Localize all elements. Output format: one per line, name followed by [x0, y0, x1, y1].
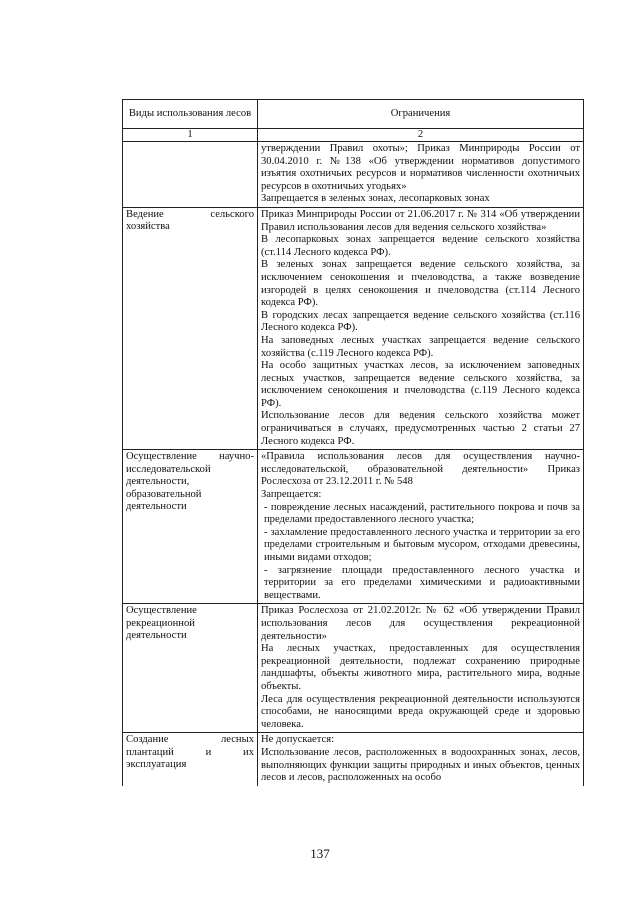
- restriction-paragraph: В зеленых зонах запрещается ведение сельского хозяйства, за исключением сенокошения и пчеловодства, а также возведение изгородей в целях сенокошения и пчеловодства (ст.114 Лесного кодекса РФ).: [261, 259, 580, 309]
- numbering-col1: 1: [123, 129, 258, 141]
- forest-use-type: Осуществление научно-исследовательской деятельности, образовательной деятельности: [123, 450, 258, 603]
- restriction-paragraph: - загрязнение площади предоставленного лесного участка и территории за его пределами химическими и радиоактивными веществами.: [264, 564, 580, 601]
- restriction-paragraph: Запрещается в зеленых зонах, лесопарковых зонах: [261, 193, 490, 205]
- table-row: [123, 142, 583, 208]
- restriction-paragraph: Не допускается:: [261, 734, 335, 746]
- restriction-paragraph: утверждении Правил охоты»; Приказ Минприроды России от 30.04.2010 г. №138 «Об утверждении нормативов допустимого изъятия охотничьих ресурсов и нормативов численности охотничьих ресурсов в охотничьих угодьях»: [261, 143, 580, 192]
- table-header-row: [123, 100, 583, 129]
- restriction-paragraph: Запрещается:: [261, 489, 322, 501]
- restriction-paragraph: Приказ Рослесхоза от 21.02.2012г. № 62 «Об утверждении Правил использования лесов для осуществления рекреационной деятельности»: [261, 605, 580, 642]
- restriction-paragraph: Использование лесов для ведения сельского хозяйства может ограничиваться в случаях, предусмотренных частью 2 статьи 27 Лесного кодекса РФ.: [261, 410, 580, 447]
- header-col-forest-use: Виды использования лесов: [123, 100, 258, 128]
- restriction-paragraph: На особо защитных участках лесов, за исключением заповедных лесных участков, запрещается ведение сельского хозяйства, за исключением сенокошения и пчеловодства (с.119 Лесного кодекса РФ).: [261, 360, 580, 409]
- header-col-restrictions: Ограничения: [390, 107, 451, 119]
- restriction-paragraph: «Правила использования лесов для осуществления научно-исследовательской, образовательной деятельности» Приказ Рослесхоза от 23.12.2011 г. № 548: [261, 451, 580, 488]
- forest-use-type: Ведение сельского хозяйства: [123, 208, 258, 449]
- page-number: 137: [310, 846, 330, 861]
- restriction-text: [258, 142, 583, 207]
- restriction-paragraph: В лесопарковых зонах запрещается ведение сельского хозяйства (ст.114 Лесного кодекса РФ).: [261, 234, 580, 258]
- restriction-paragraph: В городских лесах запрещается ведение сельского хозяйства (ст.116 Лесного кодекса РФ).: [261, 309, 580, 334]
- restriction-text: [258, 733, 583, 785]
- restriction-paragraph: - повреждение лесных насаждений, растительного покрова и почв за пределами предоставленного лесного участка;: [264, 501, 580, 526]
- numbering-col2: 2: [417, 129, 424, 140]
- table-row: [123, 604, 583, 733]
- table-numbering-row: [123, 129, 583, 142]
- restrictions-table: [122, 99, 584, 786]
- restriction-paragraph: - захламление предоставленного лесного участка и территории за его пределами строительным и бытовым мусором, отходами древесины, иными видами отходов;: [264, 526, 580, 563]
- table-body: [123, 142, 583, 786]
- restriction-text: [258, 604, 583, 732]
- forest-use-type: Осуществление рекреационной деятельности: [123, 604, 258, 732]
- forest-use-type: [123, 142, 258, 207]
- restriction-paragraph: Приказ Минприроды России от 21.06.2017 г. № 314 «Об утверждении Правил использования лесов для ведения сельского хозяйства»: [261, 208, 580, 233]
- restriction-text: [258, 208, 583, 449]
- table-row: [123, 733, 583, 785]
- forest-use-type: Создание лесных плантаций и их эксплуатация: [123, 733, 258, 785]
- restriction-text: [258, 450, 583, 603]
- table-row: [123, 208, 583, 450]
- restriction-paragraph: Использование лесов, расположенных в водоохранных зонах, лесов, выполняющих функции защиты природных и иных объектов, ценных лесов и лесов, расположенных на особо: [261, 746, 580, 784]
- restriction-paragraph: На лесных участках, предоставленных для осуществления рекреационной деятельности, подлежат сохранению природные ландшафты, объекты животного мира, растительного мира, водные объекты.: [261, 643, 580, 692]
- table-row: [123, 450, 583, 604]
- restriction-paragraph: На заповедных лесных участках запрещается ведение сельского хозяйства (с.119 Лесного кодекса РФ).: [261, 334, 580, 359]
- restriction-paragraph: Леса для осуществления рекреационной деятельности используются способами, не наносящими вреда окружающей среде и здоровью человека.: [261, 693, 580, 730]
